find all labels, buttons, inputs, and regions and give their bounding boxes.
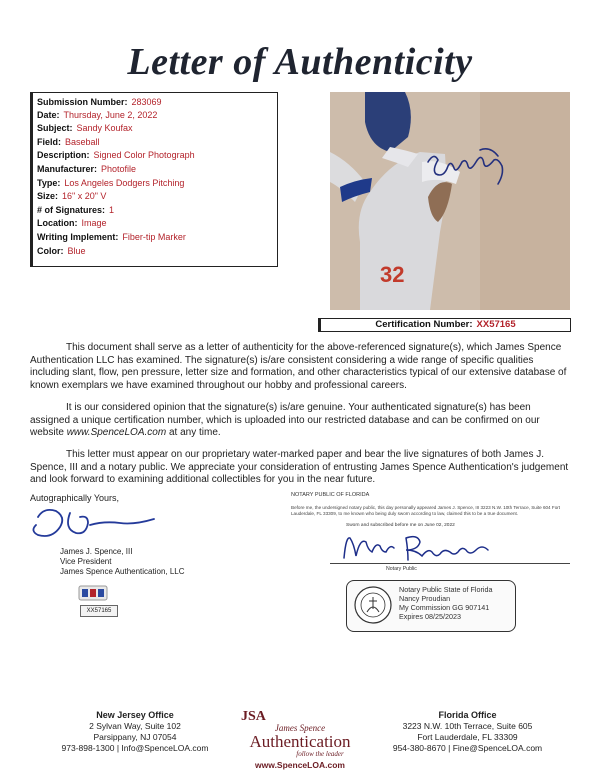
notary-statement: Before me, the undersigned notary public, this day personally appeared James J. Spence, III 3223 N.W. 10th Terrace, Suite 604 Fort Lauderdale, FL 33309, to me known who being duly sworn according to law, claimed this to be a true document. [291,505,561,516]
detail-type: Type: Los Angeles Dodgers Pitching [37,178,185,188]
signer-title: Vice President [60,557,112,566]
logo-jsa: JSA [241,709,266,724]
paragraph-opinion: It is our considered opinion that the signature(s) is/are genuine. Your authenticated signature(s) has been assigned a unique certification number, which is uploaded into our restricted database and can be confirmed on our website www.SpenceLOA.com at any time. [30,402,540,438]
jsa-logo [225,710,375,770]
website-link[interactable]: www.SpenceLOA.com [66,427,167,438]
detail-submission-number: Submission Number: 283069 [37,97,162,107]
closing-salutation: Autographically Yours, [30,493,120,503]
stamp-notary-name: Nancy Proudian [399,594,451,603]
detail-signature-count: # of Signatures: 1 [37,205,115,215]
notary-signature [336,528,536,564]
detail-writing-implement: Writing Implement: Fiber-tip Marker [37,232,186,242]
detail-manufacturer: Manufacturer: Photofile [37,164,137,174]
certification-number-box [318,318,571,332]
fl-address-line1: 3223 N.W. 10th Terrace, Suite 605 [402,721,533,731]
item-photo [330,92,570,310]
paragraph-authenticity: This document shall serve as a letter of authenticity for the above-referenced signature(s), which James Spence Authentication LLC has examined. The signature(s) is/are consistent considering a wide range of specific qualities including slant, flow, pen pressure, letter size and formation, and other characteristics typical of our extensive database of known exemplars we have examined throughout our hobby and professional careers. [30,342,567,391]
detail-field: Field: Baseball [37,137,100,147]
fl-office-title: Florida Office [438,710,497,720]
footer-website-link[interactable]: www.SpenceLOA.com [255,760,345,770]
stamp-state: Notary Public State of Florida [399,585,493,594]
paragraph-watermark-notice: This letter must appear on our proprietary water-marked paper and bear the live signatures of both James J. Spence, III and a notary public. We appreciate your consideration of entrusting James Spence Authentication's judgement and look forward to examining additional collectibles for you in the near future. [30,449,569,485]
details-box [30,92,278,267]
signer-company: James Spence Authentication, LLC [60,567,185,576]
detail-description: Description: Signed Color Photograph [37,150,195,160]
new-jersey-office [40,710,230,754]
detail-location: Location: Image [37,218,107,228]
detail-date: Date: Thursday, June 2, 2022 [37,110,158,120]
page-title: Letter of Authenticity [127,41,473,83]
florida-office [370,710,565,754]
nj-address-line1: 2 Sylvan Way, Suite 102 [89,721,181,731]
fl-contact: 954-380-8670 | Fine@SpenceLOA.com [392,743,543,753]
signer-name: James J. Spence, III [60,547,133,556]
notary-public-label: Notary Public [386,566,417,572]
notary-stamp [346,580,516,632]
detail-size: Size: 16" x 20" V [37,191,107,201]
notary-heading: NOTARY PUBLIC OF FLORIDA [291,492,370,498]
authentication-tag: XX57165 [80,605,118,617]
stamp-commission: My Commission GG 907141 [399,603,490,612]
stamp-expiration: Expires 08/25/2023 [399,612,461,621]
fl-address-line2: Fort Lauderdale, FL 33309 [417,732,518,742]
jersey-number: 32 [380,262,405,287]
certification-number-label: Certification Number: [375,319,473,330]
nj-address-line2: Parsippany, NJ 07054 [93,732,177,742]
jsa-hologram-icon [78,585,108,601]
logo-james-spence: James Spence [274,723,326,733]
nj-office-title: New Jersey Office [96,710,174,720]
detail-subject: Subject: Sandy Koufax [37,123,133,133]
nj-contact: 973-898-1300 | Info@SpenceLOA.com [61,743,209,753]
logo-authentication: Authentication [249,732,351,751]
notary-sworn-date: Sworn and subscribed before me on June 02, 2022 [346,523,455,528]
notary-signature-line [330,563,570,564]
florida-seal-icon [353,585,393,625]
pitcher-illustration [330,92,570,310]
spence-signature [30,503,160,545]
logo-tagline: follow the leader [296,750,344,758]
detail-color: Color: Blue [37,246,86,256]
certification-number-value: XX57165 [476,319,516,330]
